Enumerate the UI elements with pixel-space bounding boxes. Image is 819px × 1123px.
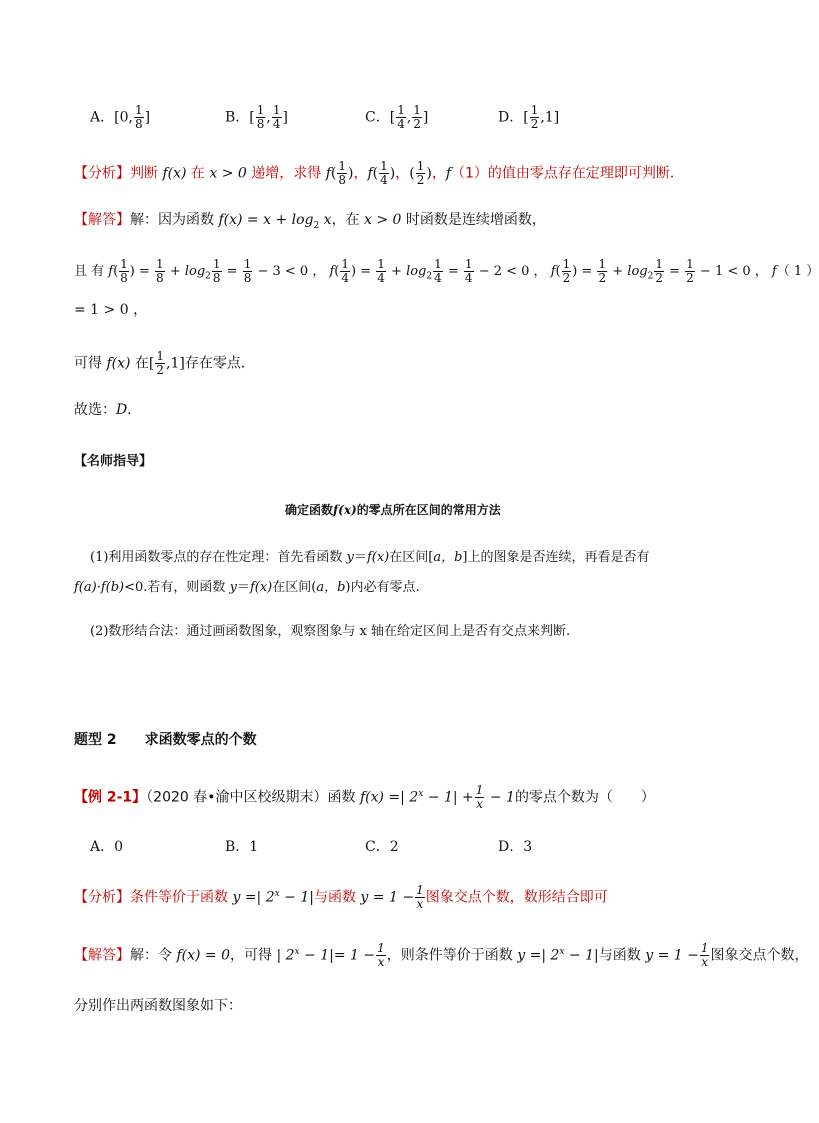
math: f xyxy=(325,165,331,182)
fraction xyxy=(340,258,350,285)
answer-text: 图象交点个数， xyxy=(710,947,809,964)
fraction xyxy=(155,258,165,285)
numerator: 1 xyxy=(156,349,165,363)
denominator: 4 xyxy=(464,271,473,285)
denominator: 8 xyxy=(243,271,252,285)
answer-1-line-2: 且 有 f( $\frac{1}{8}$ ) = $\frac{1}{8}$ + $\log_2$ $\frac{1}{8}$ = $\frac{1}{8}$ − 3 < 0 ， f( $\frac{1}{4}$ ) = $\frac{1}{4}$ + $\log_2$ $\frac{1}{4}$ = $\frac{1}{4}$ − 2 < 0 ， f( $\frac{1}{2}$ ) = $\frac{1}{2}$ + $\log_2$ $\frac{1}{2}$ = $\frac{1}{2}$ − 1 < 0 ， f（ 1 ） xyxy=(74,257,819,285)
math: f xyxy=(550,264,556,279)
analysis-text: ， xyxy=(431,165,446,182)
math-subscript: 2 xyxy=(647,271,654,282)
method-text: <0.若有，则函数 xyxy=(124,580,230,595)
denominator: 8 xyxy=(156,271,164,285)
analysis-text: ， xyxy=(353,165,368,182)
option-text: ] xyxy=(422,109,429,126)
math: f(x) xyxy=(366,550,390,565)
math: ) xyxy=(426,165,432,182)
math: f(x) xyxy=(162,165,187,182)
analysis-text: 递增，求得 xyxy=(246,165,326,182)
analysis-2 xyxy=(74,884,608,911)
math: y xyxy=(346,550,354,565)
math: + log xyxy=(386,264,427,279)
denominator: 4 xyxy=(380,173,388,187)
option-text: [0, xyxy=(114,109,133,126)
denominator: 8 xyxy=(120,271,128,285)
numerator: 1 xyxy=(434,257,442,271)
analysis-text: 条件等价于函数 xyxy=(130,889,233,906)
option-text: [ xyxy=(249,109,255,126)
fraction xyxy=(562,258,572,285)
denominator: 2 xyxy=(655,271,663,285)
method-text: ]上的图象是否连续，再看是否有 xyxy=(462,550,650,565)
option-text: ] xyxy=(282,109,288,126)
numerator: 1 xyxy=(377,257,385,271)
math: = xyxy=(356,264,376,279)
math: a，b xyxy=(316,580,346,595)
math: a，b xyxy=(433,550,463,565)
math: f(x) = x + log xyxy=(218,212,314,228)
denominator: 2 xyxy=(598,271,607,285)
denominator: 8 xyxy=(134,117,143,131)
denominator: x xyxy=(701,955,709,970)
math: ( xyxy=(330,165,337,182)
answer-text: ． xyxy=(127,402,142,418)
denominator: 2 xyxy=(562,271,571,285)
answer-text: 可得 xyxy=(74,355,107,372)
q2-option-b: B．1 xyxy=(225,839,259,855)
math: = xyxy=(134,264,155,279)
method-text: 在区间[ xyxy=(389,550,434,565)
math: f(x) = 0 xyxy=(176,947,230,964)
answer-text: 解：因为函数 xyxy=(130,212,219,228)
analysis-text: ， xyxy=(395,165,410,182)
denominator: 8 xyxy=(256,117,265,131)
math: ( xyxy=(372,165,379,182)
math: = xyxy=(577,264,597,279)
fraction xyxy=(700,942,710,969)
math: − 3 < 0 ， xyxy=(253,264,326,279)
answer-1 xyxy=(74,210,546,236)
denominator: 2 xyxy=(530,117,539,131)
method-text: ＝ xyxy=(236,580,250,595)
method-1-line-1 xyxy=(90,548,649,568)
answer-1-line-4 xyxy=(74,350,255,377)
example-tag: 【例 2-1】 xyxy=(74,789,147,806)
denominator: 2 xyxy=(156,363,165,377)
method-2: (2)数形结合法：通过画函数图象，观察图象与 x 轴在给定区间上是否有交点来判断. xyxy=(90,624,571,639)
title-text: 确定函数 xyxy=(285,503,334,517)
method-text: (1)利用函数零点的存在性定理：首先看函数 xyxy=(90,550,347,565)
option-text: [ xyxy=(389,109,396,126)
numerator: 1 xyxy=(655,257,663,271)
math-superscript: x xyxy=(559,947,565,957)
fraction xyxy=(155,350,165,377)
fraction xyxy=(530,104,540,131)
math: y = 1 − xyxy=(645,947,699,964)
math: ( xyxy=(409,165,415,182)
math: − 1| xyxy=(279,889,314,906)
math: D xyxy=(116,402,128,418)
fraction xyxy=(379,160,389,187)
answer-text: ，则条件等价于函数 xyxy=(386,947,518,964)
analysis-text: （1）的值由零点存在定理即可判断． xyxy=(451,165,684,182)
fraction xyxy=(464,258,474,285)
numerator: 1 xyxy=(156,257,164,271)
denominator: 2 xyxy=(416,173,425,187)
fraction xyxy=(376,942,386,969)
numerator: 1 xyxy=(377,941,385,956)
fraction xyxy=(654,258,664,285)
numerator: 1 xyxy=(413,103,421,117)
denominator: x xyxy=(476,797,483,812)
fraction xyxy=(337,160,347,187)
numerator: 1 xyxy=(530,103,539,117)
math: x xyxy=(319,212,332,228)
math: = 1 > 0 ， xyxy=(74,302,148,318)
fraction xyxy=(415,884,425,911)
numerator: 1 xyxy=(134,103,143,117)
fraction xyxy=(119,258,129,285)
denominator: 2 xyxy=(413,117,421,131)
fraction xyxy=(416,160,426,187)
section-heading xyxy=(74,730,257,750)
numerator: 1 xyxy=(243,257,252,271)
analysis-text: 图象交点个数，数形结合即可 xyxy=(425,889,608,906)
answer-text: 且 有 xyxy=(74,264,109,279)
q2-option-a: A．0 xyxy=(90,839,124,855)
numerator: 1 xyxy=(120,257,128,271)
math: = xyxy=(222,264,242,279)
option-label: A． xyxy=(90,109,115,126)
analysis-tag: 【分析】 xyxy=(74,165,130,182)
math-superscript: x xyxy=(294,947,300,957)
math: f xyxy=(445,165,452,182)
denominator: 4 xyxy=(341,271,350,285)
numerator: 1 xyxy=(256,103,265,117)
math: f(x) xyxy=(333,503,357,517)
option-label: B． xyxy=(225,109,250,126)
math: f(x) xyxy=(249,580,273,595)
answer-text: 故选： xyxy=(74,402,116,418)
math: f xyxy=(771,264,777,279)
option-text: , xyxy=(266,109,271,126)
numerator: 1 xyxy=(416,159,425,173)
section-title: 求函数零点的个数 xyxy=(144,732,257,748)
example-text: （2020 春•渝中区校级期末）函数 xyxy=(146,789,360,806)
answer-text: ，可得 xyxy=(230,947,277,964)
math: y =| 2 xyxy=(517,947,560,964)
math: f xyxy=(108,264,114,279)
math-superscript: x xyxy=(274,889,280,899)
math: ,1] xyxy=(166,355,185,372)
answer-text: 存在零点． xyxy=(184,355,255,372)
q1-option-a xyxy=(90,104,150,131)
example-2-1 xyxy=(74,784,655,811)
denominator: x xyxy=(416,897,424,912)
answer-text: ，在 xyxy=(331,212,365,228)
option-label: C． xyxy=(365,109,390,126)
math: y xyxy=(229,580,237,595)
math: − 1 xyxy=(485,789,515,806)
analysis-text: 与函数 xyxy=(313,889,361,906)
numerator: 1 xyxy=(397,103,405,117)
option-text: ,1] xyxy=(540,109,560,126)
denominator: 4 xyxy=(377,271,385,285)
denominator: 2 xyxy=(686,271,694,285)
fraction xyxy=(412,104,422,131)
analysis-text: 判断 xyxy=(130,165,163,182)
answer-text: 在 xyxy=(130,355,149,372)
fraction xyxy=(396,104,406,131)
answer-text: 与函数 xyxy=(598,947,646,964)
answer-2-line-2: 分别作出两函数图象如下： xyxy=(74,998,242,1014)
numerator: 1 xyxy=(686,257,694,271)
math: f xyxy=(367,165,373,182)
method-1-line-2 xyxy=(74,578,420,598)
method-text: ＝ xyxy=(353,550,367,565)
option-label: D． xyxy=(498,109,524,126)
math: x > 0 xyxy=(364,212,402,228)
numerator: 1 xyxy=(341,257,350,271)
math: f(a)·f(b) xyxy=(74,580,125,595)
answer-text: 解：令 xyxy=(130,947,177,964)
math: − 1 < 0 ， xyxy=(695,264,768,279)
fraction xyxy=(256,104,266,131)
q2-option-c: C．2 xyxy=(365,839,399,855)
math: f xyxy=(329,264,335,279)
math: x > 0 xyxy=(209,165,247,182)
answer-tag: 【解答】 xyxy=(74,947,130,964)
numerator: 1 xyxy=(700,941,709,956)
fraction xyxy=(212,258,222,285)
example-text: 的零点个数为（ ） xyxy=(514,789,655,806)
q1-option-b xyxy=(225,104,288,131)
option-text: ] xyxy=(144,109,151,126)
math: + log xyxy=(165,264,206,279)
answer-tag: 【解答】 xyxy=(74,212,130,228)
denominator: 4 xyxy=(397,117,405,131)
math: | 2 xyxy=(276,947,295,964)
teacher-heading: 【名师指导】 xyxy=(74,454,153,469)
fraction xyxy=(433,258,443,285)
denominator: x xyxy=(377,955,385,970)
math: ) xyxy=(389,165,396,182)
q1-option-c xyxy=(365,104,428,131)
numerator: 1 xyxy=(212,257,221,271)
fraction xyxy=(134,104,144,131)
method-text: 在区间( xyxy=(272,580,317,595)
option-text: [ xyxy=(523,109,529,126)
math-superscript: x xyxy=(418,789,424,799)
math: = xyxy=(664,264,685,279)
math-subscript: 2 xyxy=(426,271,433,282)
title-text: 的零点所在区间的常用方法 xyxy=(356,503,501,517)
math: − 1|= 1 − xyxy=(299,947,376,964)
numerator: 1 xyxy=(272,103,281,117)
math-subscript: 2 xyxy=(205,271,211,282)
math: （ 1 ） xyxy=(776,264,819,279)
fraction xyxy=(597,258,607,285)
numerator: 1 xyxy=(464,257,473,271)
answer-2 xyxy=(74,942,808,969)
numerator: 1 xyxy=(338,159,347,173)
analysis-text: 在 xyxy=(186,165,210,182)
answer-text: 时函数是连续增函数， xyxy=(401,212,546,228)
section-label: 题型 2 xyxy=(74,732,117,748)
numerator: 1 xyxy=(598,257,607,271)
denominator: 8 xyxy=(338,173,347,187)
answer-1-line-5 xyxy=(74,400,141,420)
teacher-title xyxy=(285,500,501,520)
math-subscript: 2 xyxy=(313,220,320,231)
analysis-1 xyxy=(74,160,684,187)
math: f(x) xyxy=(106,355,131,372)
option-text: , xyxy=(406,109,412,126)
numerator: 1 xyxy=(380,159,388,173)
q1-option-d xyxy=(498,104,559,131)
denominator: 4 xyxy=(434,271,442,285)
fraction xyxy=(272,104,282,131)
fraction xyxy=(243,258,253,285)
math: [ xyxy=(148,355,155,372)
math: y =| 2 xyxy=(232,889,275,906)
math: y = 1 − xyxy=(360,889,415,906)
math: f(x) =| 2 xyxy=(359,789,419,806)
fraction xyxy=(475,784,485,811)
math: − 1| xyxy=(564,947,599,964)
denominator: 8 xyxy=(212,271,221,285)
math: = xyxy=(443,264,463,279)
math: ) xyxy=(348,165,354,182)
denominator: 4 xyxy=(272,117,281,131)
answer-1-line-3 xyxy=(74,300,147,320)
fraction xyxy=(376,258,386,285)
math: − 2 < 0 ， xyxy=(474,264,547,279)
math: + log xyxy=(608,264,648,279)
q2-option-d: D．3 xyxy=(498,839,533,855)
fraction xyxy=(685,258,695,285)
numerator: 1 xyxy=(416,883,424,898)
numerator: 1 xyxy=(562,257,571,271)
numerator: 1 xyxy=(475,783,484,798)
math: − 1| + xyxy=(423,789,474,806)
method-text: )内必有零点. xyxy=(345,580,420,595)
analysis-tag: 【分析】 xyxy=(74,889,130,906)
